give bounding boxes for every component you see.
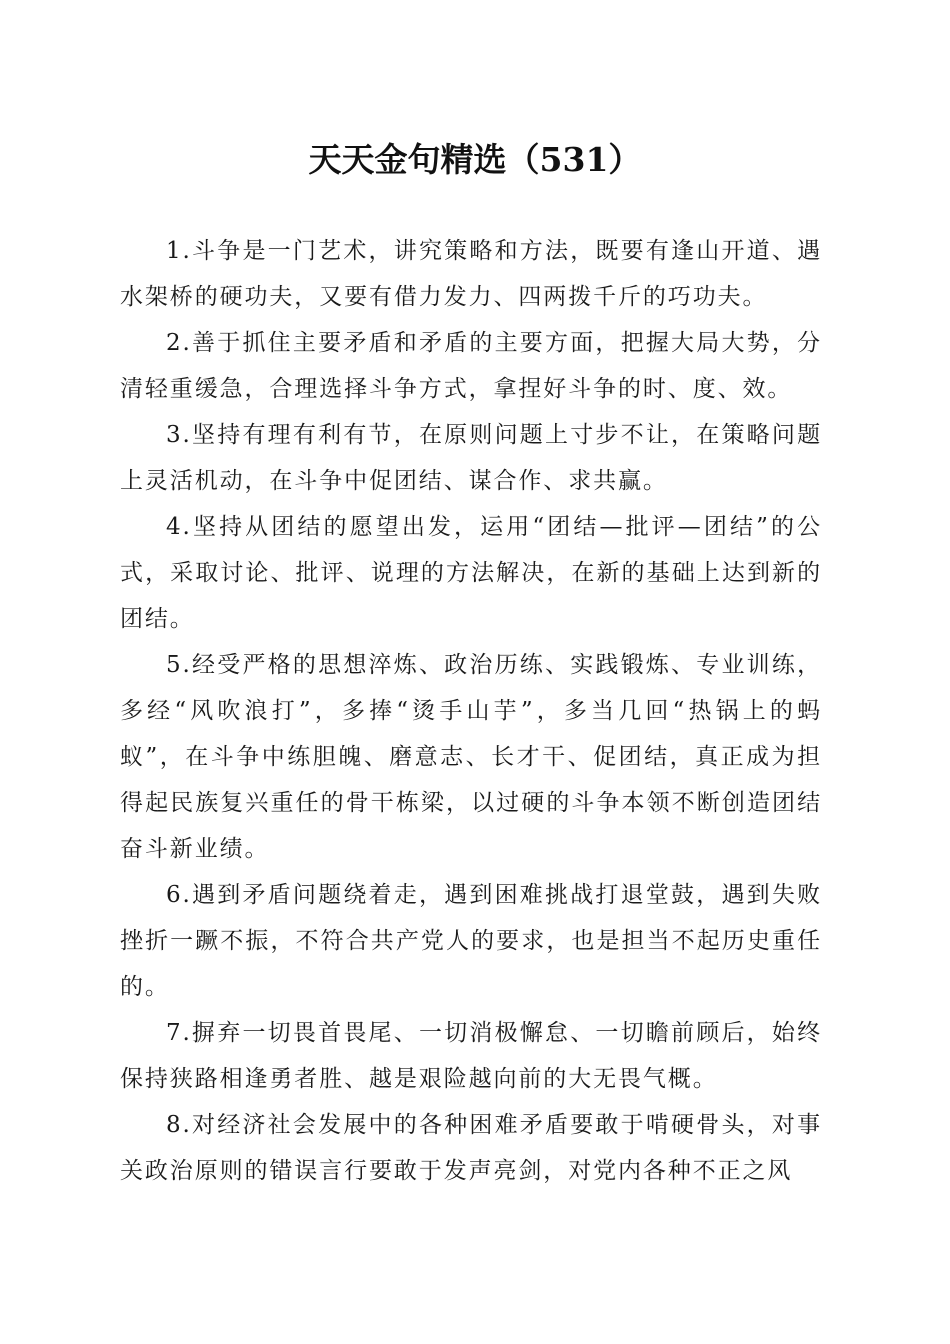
paragraph-1: 1.斗争是一门艺术，讲究策略和方法，既要有逢山开道、遇水架桥的硬功夫，又要有借力发力、四两拨千斤的巧功夫。	[120, 238, 822, 310]
paragraph-3: 3.坚持有理有利有节，在原则问题上寸步不让，在策略问题上灵活机动，在斗争中促团结、谋合作、求共赢。	[120, 422, 822, 494]
paragraph-7: 7.摒弃一切畏首畏尾、一切消极懈怠、一切瞻前顾后，始终保持狭路相逢勇者胜、越是艰险越向前的大无畏气概。	[120, 1020, 822, 1092]
document-title: 天天金句精选（531）	[308, 140, 642, 179]
document-body	[120, 228, 822, 1194]
paragraph-8: 8.对经济社会发展中的各种困难矛盾要敢于啃硬骨头，对事关政治原则的错误言行要敢于发声亮剑，对党内各种不正之风	[120, 1112, 822, 1184]
paragraph-6: 6.遇到矛盾问题绕着走，遇到困难挑战打退堂鼓，遇到失败挫折一蹶不振，不符合共产党人的要求，也是担当不起历史重任的。	[120, 882, 822, 1000]
paragraph-2: 2.善于抓住主要矛盾和矛盾的主要方面，把握大局大势，分清轻重缓急，合理选择斗争方式，拿捏好斗争的时、度、效。	[120, 330, 822, 402]
paragraph-5: 5.经受严格的思想淬炼、政治历练、实践锻炼、专业训练，多经“风吹浪打”，多捧“烫手山芋”，多当几回“热锅上的蚂蚁”，在斗争中练胆魄、磨意志、长才干、促团结，真正成为担得起民族复兴重任的骨干栋梁，以过硬的斗争本领不断创造团结奋斗新业绩。	[120, 652, 822, 862]
paragraph-4: 4.坚持从团结的愿望出发，运用“团结—批评—团结”的公式，采取讨论、批评、说理的方法解决，在新的基础上达到新的团结。	[120, 514, 822, 632]
